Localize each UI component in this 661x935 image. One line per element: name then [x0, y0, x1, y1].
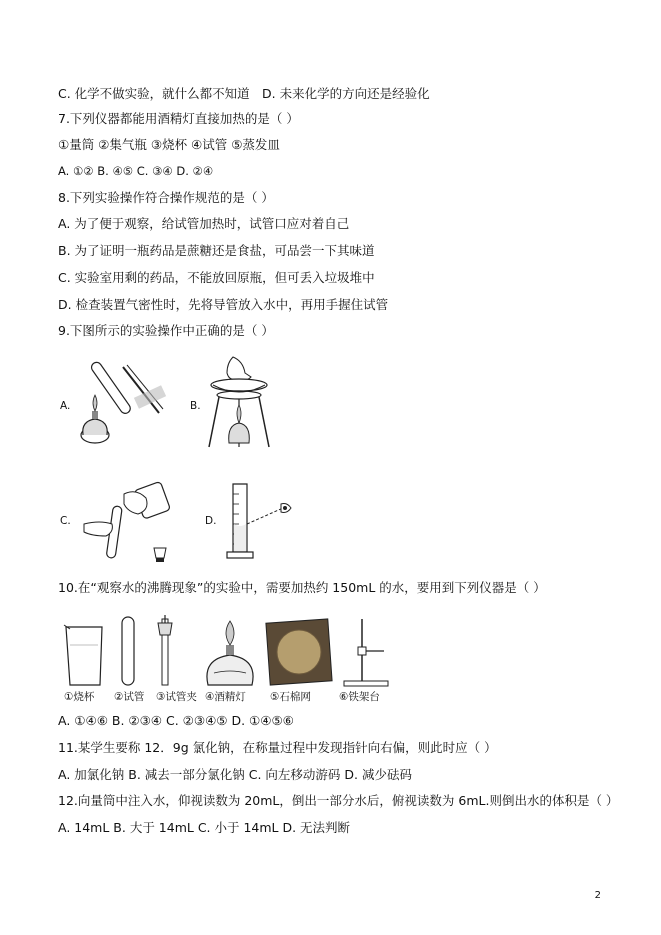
q10-apparatus-figure — [62, 615, 392, 690]
q8-option-c: C. 实验室用剩的药品，不能放回原瓶，但可丢入垃圾堆中 — [58, 270, 375, 285]
q9-label-d: D. — [205, 515, 217, 527]
q10-options: A. ①④⑥ B. ②③④ C. ②③④⑤ D. ①④⑤⑥ — [58, 713, 294, 728]
q12-stem: 12.向量筒中注入水，仰视读数为 20mL，倒出一部分水后，俯视读数为 6mL.则倒出水的体积是（ ） — [58, 793, 619, 808]
q7-options: A. ①② B. ④⑤ C. ③④ D. ②④ — [58, 164, 214, 178]
beaker-icon — [64, 625, 102, 685]
q9-stem: 9.下图所示的实验操作中正确的是（ ） — [58, 323, 274, 338]
caption-iron-stand: ⑥铁架台 — [339, 691, 380, 703]
caption-test-tube: ②试管 — [114, 691, 145, 703]
q9-figure-d — [225, 480, 300, 565]
q8-option-a: A. 为了便于观察，给试管加热时，试管口应对着自己 — [58, 216, 350, 231]
q10-stem: 10.在“观察水的沸腾现象”的实验中，需要加热约 150mL 的水，要用到下列仪器是（ ） — [58, 580, 546, 595]
q11-stem: 11.某学生要称 12．9g 氯化钠，在称量过程中发现指针向右偏，则此时应（ ） — [58, 740, 497, 755]
caption-tube-holder: ③试管夹 — [156, 691, 197, 703]
q7-stem: 7.下列仪器都能用酒精灯直接加热的是（ ） — [58, 111, 299, 126]
q12-options: A. 14mL B. 大于 14mL C. 小于 14mL D. 无法判断 — [58, 820, 351, 835]
q8-stem: 8.下列实验操作符合操作规范的是（ ） — [58, 190, 274, 205]
q7-items: ①量筒 ②集气瓶 ③烧杯 ④试管 ⑤蒸发皿 — [58, 137, 280, 152]
q9-label-c: C. — [60, 515, 71, 527]
q9-label-b: B. — [190, 400, 201, 412]
q9-figure-a — [75, 355, 170, 450]
iron-stand-icon — [344, 619, 388, 686]
test-tube-icon — [122, 617, 134, 685]
q8-option-d: D. 检查装置气密性时，先将导管放入水中，再用手握住试管 — [58, 297, 389, 312]
page-number: 2 — [594, 890, 601, 901]
option-d-prev: D. 未来化学的方向还是经验化 — [262, 86, 430, 101]
caption-beaker: ①烧杯 — [64, 691, 95, 703]
alcohol-lamp-icon — [207, 621, 253, 685]
q8-option-b: B. 为了证明一瓶药品是蔗糖还是食盐，可品尝一下其味道 — [58, 243, 375, 258]
q9-label-a: A. — [60, 400, 71, 412]
q11-options: A. 加氯化钠 B. 减去一部分氯化钠 C. 向左移动游码 D. 减少砝码 — [58, 767, 412, 782]
caption-alcohol-lamp: ④酒精灯 — [205, 691, 246, 703]
option-c-prev: C. 化学不做实验，就什么都不知道 — [58, 86, 250, 101]
asbestos-gauze-icon — [266, 619, 332, 685]
test-tube-holder-icon — [158, 615, 172, 685]
q9-figure-b — [205, 355, 280, 450]
q9-figure-c — [80, 480, 180, 565]
caption-asbestos-gauze: ⑤石棉网 — [270, 691, 311, 703]
